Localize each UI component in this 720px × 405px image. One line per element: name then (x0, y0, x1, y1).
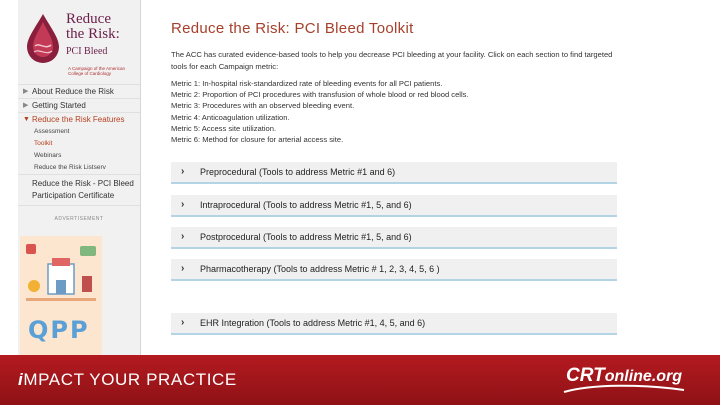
chevron-right-icon: › (181, 317, 185, 328)
accordion-label: Intraprocedural (Tools to address Metric #1, 5, and 6) (200, 200, 412, 210)
logo-subtitle: PCI Bleed (66, 46, 108, 57)
nav-reduce-the-risk-features[interactable] (18, 112, 140, 126)
chevron-right-icon: ▶ (23, 88, 29, 95)
sidebar-nav (18, 84, 140, 126)
chevron-right-icon: › (181, 231, 185, 242)
participation-certificate-link[interactable]: Reduce the Risk - PCI Bleed Participation Certificate (18, 174, 140, 206)
metric-item: Metric 1: In-hospital risk-standardized rate of bleeding events for all PCI patients. (171, 79, 443, 88)
ad-qpp-text: QPP (28, 316, 90, 344)
sub-item-toolkit[interactable]: Toolkit (34, 140, 53, 147)
reduce-the-risk-logo[interactable] (18, 0, 140, 84)
features-submenu (18, 126, 140, 174)
logo-title: Reduce the Risk: (66, 11, 120, 42)
metric-item: Metric 3: Procedures with an observed bleeding event. (171, 101, 355, 111)
accordion-preprocedural[interactable] (171, 162, 617, 184)
metric-item: Metric 6: Method for closure for arterial access site. (171, 135, 344, 145)
advertisement-label: ADVERTISEMENT (54, 216, 104, 222)
online-logo-text: online.org (604, 368, 683, 385)
sub-item-assessment[interactable]: Assessment (34, 128, 70, 135)
chevron-right-icon: › (181, 199, 185, 210)
sub-item-listserv[interactable]: Reduce the Risk Listserv (34, 164, 106, 171)
nav-label: About Reduce the Risk (32, 87, 114, 96)
logo-swoosh-icon (562, 382, 686, 396)
chevron-right-icon: › (181, 166, 185, 177)
metric-item: Metric 2: Proportion of PCI procedures with transfusion of whole blood or red blood cells. (171, 90, 469, 100)
metrics-list (171, 78, 621, 145)
main-content (171, 20, 621, 145)
accordion-label: Postprocedural (Tools to address Metric #1, 5, and 6) (200, 232, 412, 242)
chevron-right-icon: › (181, 263, 185, 274)
chevron-right-icon: ▶ (23, 102, 29, 109)
accordion-pharmacotherapy[interactable] (171, 259, 617, 281)
crt-logo-text: CRT (566, 365, 605, 386)
chevron-down-icon: ▼ (23, 116, 30, 123)
intro-text: The ACC has curated evidence-based tools to help you decrease PCI bleeding at your facility. Click on each section to find targeted tools for each Campaign metric: (171, 50, 613, 71)
accordion-postprocedural[interactable] (171, 227, 617, 249)
blood-drop-logo-icon (25, 12, 61, 64)
nav-label: Reduce the Risk Features (32, 115, 125, 124)
logo-tagline: A Campaign of the American College of Cardiology (68, 66, 126, 76)
nav-about-reduce-the-risk[interactable] (18, 84, 140, 98)
accordion-label: Pharmacotherapy (Tools to address Metric # 1, 2, 3, 4, 5, 6 ) (200, 264, 440, 274)
page-title: Reduce the Risk: PCI Bleed Toolkit (171, 20, 414, 37)
accordion-intraprocedural[interactable] (171, 195, 617, 217)
accordion-label: EHR Integration (Tools to address Metric #1, 4, 5, and 6) (200, 318, 426, 328)
metric-item: Metric 5: Access site utilization. (171, 123, 277, 133)
accordion-ehr-integration[interactable] (171, 313, 617, 335)
metric-item: Metric 4: Anticoagulation utilization. (171, 112, 290, 122)
sub-item-webinars[interactable]: Webinars (34, 152, 62, 159)
impact-banner (0, 355, 720, 405)
impact-your-practice-text: iMPACT YOUR PRACTICE (18, 370, 237, 389)
nav-getting-started[interactable] (18, 98, 140, 112)
crtonline-logo[interactable] (566, 365, 682, 395)
nav-label: Getting Started (32, 101, 86, 110)
accordion-label: Preprocedural (Tools to address Metric #1 and 6) (200, 167, 396, 177)
advertisement-banner[interactable] (20, 236, 102, 355)
